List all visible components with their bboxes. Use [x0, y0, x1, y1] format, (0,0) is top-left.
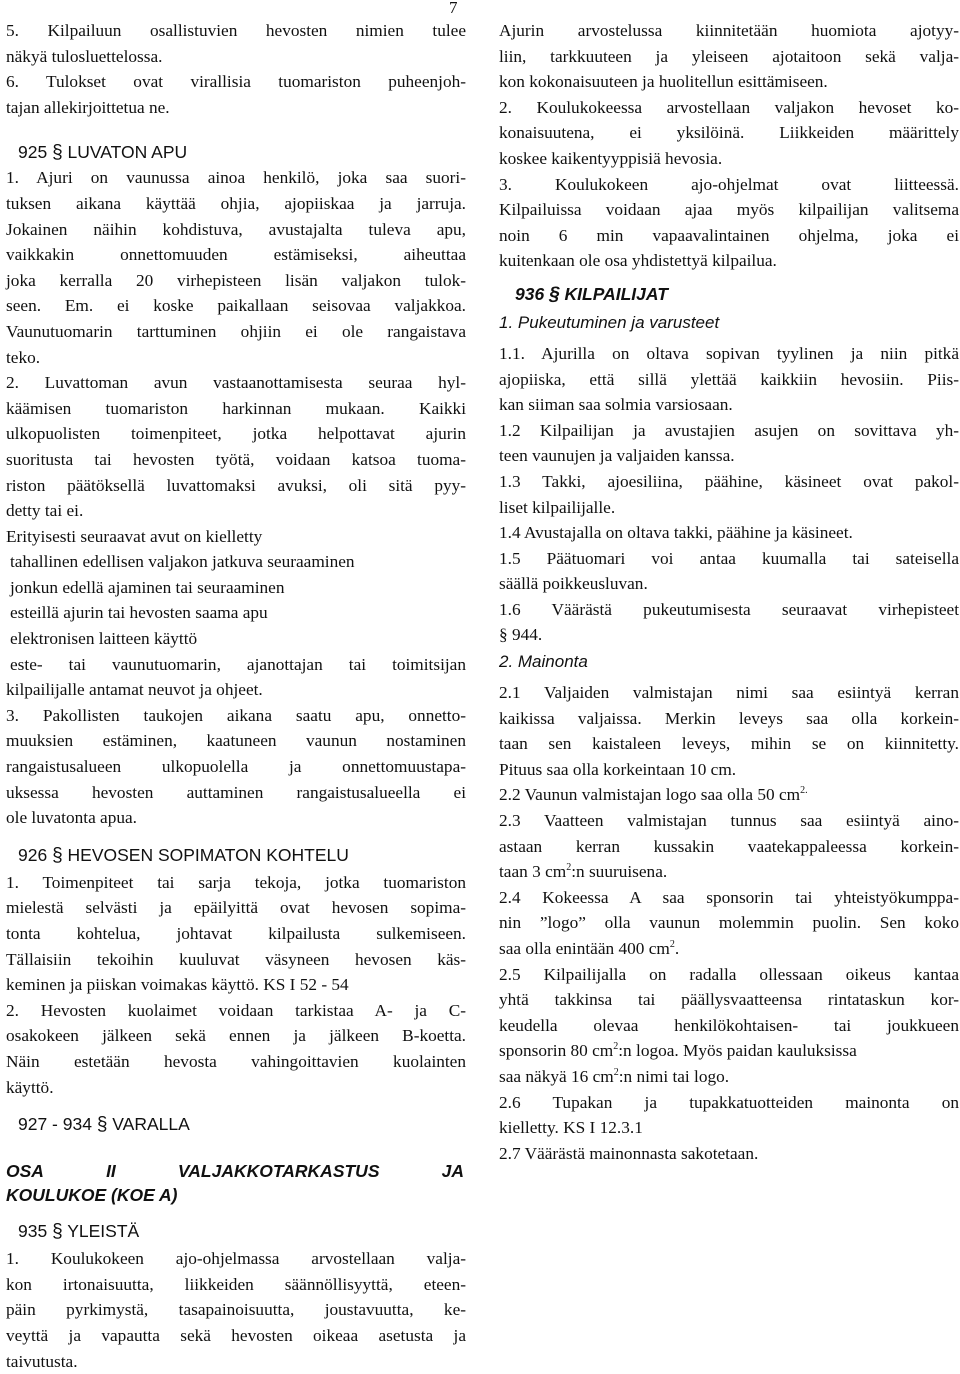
- section-sign-icon: §: [52, 142, 63, 164]
- text-line: kilpailijalle antamat neuvot ja ohjeet.: [6, 680, 263, 700]
- text-line: 2. Luvattoman avun vastaanottamisesta seuraa hyl-: [6, 373, 466, 393]
- text-line: konaisuutena, ei yksilöinä. Liikkeiden määrittely: [499, 123, 959, 143]
- text-line: kielletty. KS I 12.3.1: [499, 1118, 643, 1138]
- section-heading-935: 935 § YLEISTÄ: [18, 1221, 140, 1243]
- section-heading-926: 926 § HEVOSEN SOPIMATON KOHTELU: [18, 844, 349, 866]
- text-line: 3. Koulukokeen ajo-ohjelmat ovat liitteessä.: [499, 174, 959, 194]
- text-line: Jokainen näihin kohdistuva, avustajalta tuleva apu,: [6, 219, 466, 239]
- text-line: joka kerralla 20 virhepisteen lisän valjakon tulok-: [6, 270, 466, 290]
- text-line: 1.3 Takki, ajoesiliina, päähine, käsineet ovat pakol-: [499, 471, 959, 491]
- text-line: noin 6 min vapaavalintainen ohjelma, joka ei: [499, 225, 959, 245]
- text-line: 2. Koulukokeessa arvostellaan valjakon hevoset ko-: [499, 97, 959, 117]
- text-line: seen. Em. ei koske paikallaan seisovaa valjakkoa.: [6, 296, 466, 316]
- text-line: Tällaisiin tekoihin kuuluvat väsyneen hevosen käs-: [6, 949, 466, 969]
- text-line: Erityisesti seuraavat avut on kielletty: [6, 526, 263, 546]
- section-sign-icon: §: [52, 1221, 63, 1243]
- text-line: teen vaunujen ja valjaiden kanssa.: [499, 446, 735, 466]
- text-line: päin pyrkimystä, tasapainoisuutta, joustavuutta, ke-: [6, 1300, 466, 1320]
- text-line: taan sen kaistaleen leveys, mihin se on kiinnitetty.: [499, 734, 959, 754]
- text-line: säällä poikkeusluvan.: [499, 574, 648, 594]
- text-line: 2.1 Valjaiden valmistajan nimi saa esiintyä kerran: [499, 683, 959, 703]
- text-line: saa näkyä 16 $cm^2:n$ nimi tai logo.: [499, 1066, 730, 1086]
- text-line: veyttä ja vapautta sekä hevosten oikeaa asetusta ja: [6, 1325, 466, 1345]
- text-line: kon kokonaisuuteen ja huolitellun esittämiseen.: [499, 72, 828, 92]
- part-heading-line2: KOULUKOE (KOE A): [6, 1185, 178, 1206]
- text-line: keudella olevaa henkilökohtaisen- tai joukkueen: [499, 1015, 959, 1035]
- section-heading-925: 925 § LUVATON APU: [18, 142, 188, 164]
- text-line: 1.6 Väärästä pukeutumisesta seuraavat virhepisteet: [499, 599, 959, 619]
- left-column: [6, 18, 466, 1374]
- text-line: keminen ja piiskan voimakas käyttö. KS I 52 - 54: [6, 975, 349, 995]
- text-line: muuksien estäminen, kaatuneen vaunun nostaminen: [6, 731, 466, 751]
- section-heading-927-934: 927 - 934 § VARALLA: [18, 1114, 190, 1136]
- text-line: 6. Tulokset ovat virallisia tuomariston puheenjoh-: [6, 72, 466, 92]
- text-line: käyttö.: [6, 1077, 54, 1097]
- list-item: este- tai vaunutuomarin, ajanottajan tai toimitsijan: [10, 654, 466, 674]
- text-line: osakokeen jälkeen sekä ennen ja jälkeen B-koetta.: [6, 1026, 466, 1046]
- text-line: 3. Pakollisten taukojen aikana saatu apu, onnetto-: [6, 705, 466, 725]
- right-column: [499, 18, 959, 1166]
- text-line: 1.1. Ajurilla on oltava sopivan tyylinen ja niin pitkä: [499, 343, 959, 363]
- text-line: liin, tarkkuuteen ja yleiseen ajotaitoon sekä valja-: [499, 46, 959, 66]
- text-line: ajopiiska, että sillä ylettää kaikkiin hevosiin. Piis-: [499, 369, 959, 389]
- text-line: näkyä tulosluettelossa.: [6, 46, 163, 66]
- section-sign-icon: §: [499, 625, 508, 645]
- text-line: käämisen tuomariston harkinnan mukaan. Kaikki: [6, 398, 466, 418]
- text-line: 2.2 Vaunun valmistajan logo saa olla 50 $cm^{2.}$: [499, 785, 808, 805]
- text-line: astaan kerran kussakin vaatekappaleessa korkein-: [499, 836, 959, 856]
- text-line: 5. Kilpailuun osallistuvien hevosten nimien tulee: [6, 21, 466, 40]
- text-line: 2.4 Kokeessa A saa sponsorin tai yhteistyökumppa-: [499, 887, 959, 907]
- text-line: 2.5 Kilpailijalla on radalla ollessaan oikeus kantaa: [499, 964, 959, 984]
- text-line: 1.2 Kilpailijan ja avustajien asujen on sovittava yh-: [499, 420, 959, 440]
- text-line: § 944.: [499, 625, 543, 645]
- text-line: suoritusta tai hevosten työtä, voidaan katsoa tuoma-: [6, 449, 466, 469]
- text-line: Kilpailuissa voidaan ajaa myös kilpailijan valitsema: [499, 200, 959, 220]
- text-line: 1. Koulukokeen ajo-ohjelmassa arvostellaan valja-: [6, 1249, 466, 1269]
- text-line: koskee kaikentyyppisiä hevosia.: [499, 148, 723, 168]
- text-line: 2.6 Tupakan ja tupakkatuotteiden mainonta on: [499, 1092, 959, 1112]
- text-line: liset kilpailijalle.: [499, 497, 616, 517]
- text-line: 2. Hevosten kuolaimet voidaan tarkistaa A- ja C-: [6, 1000, 466, 1020]
- text-line: vaikkakin onnettomuuden estämiseksi, aiheuttaa: [6, 245, 466, 265]
- list-item: jonkun edellä ajaminen tai seuraaminen: [10, 577, 285, 597]
- text-line: Näin estetään hevosta vahingoittavien kuolainten: [6, 1051, 466, 1071]
- section-heading-936: 936 § KILPAILIJAT: [515, 283, 668, 305]
- list-item: elektronisen laitteen käyttö: [10, 629, 198, 649]
- section-sign-icon: §: [549, 283, 560, 305]
- text-line: Pituus saa olla korkeintaan 10 cm.: [499, 759, 737, 779]
- text-line: nin ”logo” olla vaunun molemmin puolin. Sen koko: [499, 913, 959, 933]
- text-line: 1. Toimenpiteet tai sarja tekoja, jotka tuomariston: [6, 872, 466, 892]
- text-line: ulkopuolisten toimenpiteet, jotka helpottavat ajurin: [6, 424, 466, 444]
- text-line: rangaistusalueen ulkopuolella ja onnettomuustapa-: [6, 757, 466, 777]
- list-item: esteillä ajurin tai hevosten saama apu: [10, 603, 268, 623]
- text-line: 1. Ajuri on vaunussa ainoa henkilö, joka saa suori-: [6, 168, 466, 188]
- text-line: Ajurin arvostelussa kiinnitetään huomiota ajotyy-: [499, 21, 959, 40]
- text-line: tonta kohtelua, johtavat kilpailusta sulkemiseen.: [6, 924, 466, 943]
- text-line: 2.7 Väärästä mainonnasta sakotetaan.: [499, 1143, 759, 1163]
- text-line: 2.3 Vaatteen valmistajan tunnus saa esiintyä aino-: [499, 811, 959, 831]
- section-sign-icon: §: [52, 844, 63, 866]
- text-line: riston päätöksellä luvattomaksi avuksi, oli sitä pyy-: [6, 475, 466, 495]
- part-heading: OSA II VALJAKKOTARKASTUS JA: [6, 1161, 464, 1182]
- page-number: 7: [449, 0, 458, 17]
- text-line: taan 3 $cm^2:n$ suuruisena.: [499, 862, 668, 882]
- text-line: saa olla enintään 400 $cm^2$.: [499, 939, 680, 958]
- text-line: taivutusta.: [6, 1351, 78, 1371]
- text-line: sponsorin 80 $cm^2:n$ logoa. Myös paidan kauluksissa: [499, 1041, 857, 1061]
- text-line: tajan allekirjoittetua ne.: [6, 97, 170, 117]
- text-line: uksessa hevosten auttaminen rangaistusalueella ei: [6, 782, 466, 802]
- text-line: tuksen aikana käyttää ohjia, ajopiiskaa ja jarruja.: [6, 193, 466, 213]
- subheading: 2. Mainonta: [499, 652, 588, 672]
- text-line: kuitenkaan ole osa yhdistettyä kilpailua.: [499, 251, 777, 271]
- text-line: kon irtonaisuutta, liikkeiden säännöllisyyttä, eteen-: [6, 1274, 466, 1294]
- text-line: kan siiman saa solmia varsiosaan.: [499, 395, 733, 415]
- text-line: mielestä selvästi ja epäilyittä ovat hevosen sopima-: [6, 898, 466, 918]
- text-line: Vaunutuomarin tarttuminen ohjiin ei ole rangaistava: [6, 321, 466, 341]
- text-line: ole luvatonta apua.: [6, 808, 138, 828]
- text-line: teko.: [6, 347, 41, 367]
- text-line: detty tai ei.: [6, 501, 84, 521]
- text-line: 1.4 Avustajalla on oltava takki, päähine ja käsineet.: [499, 523, 853, 543]
- list-item: tahallinen edellisen valjakon jatkuva seuraaminen: [10, 552, 355, 572]
- text-line: 1.5 Päätuomari voi antaa kuumalla tai sateisella: [499, 548, 959, 568]
- subheading: 1. Pukeutuminen ja varusteet: [499, 312, 720, 332]
- text-line: yhtä takkinsa tai päällysvaatteensa rintataskun kor-: [499, 990, 959, 1010]
- text-line: kaikissa valjaissa. Merkin leveys saa olla korkein-: [499, 708, 959, 728]
- section-sign-icon: §: [96, 1114, 108, 1136]
